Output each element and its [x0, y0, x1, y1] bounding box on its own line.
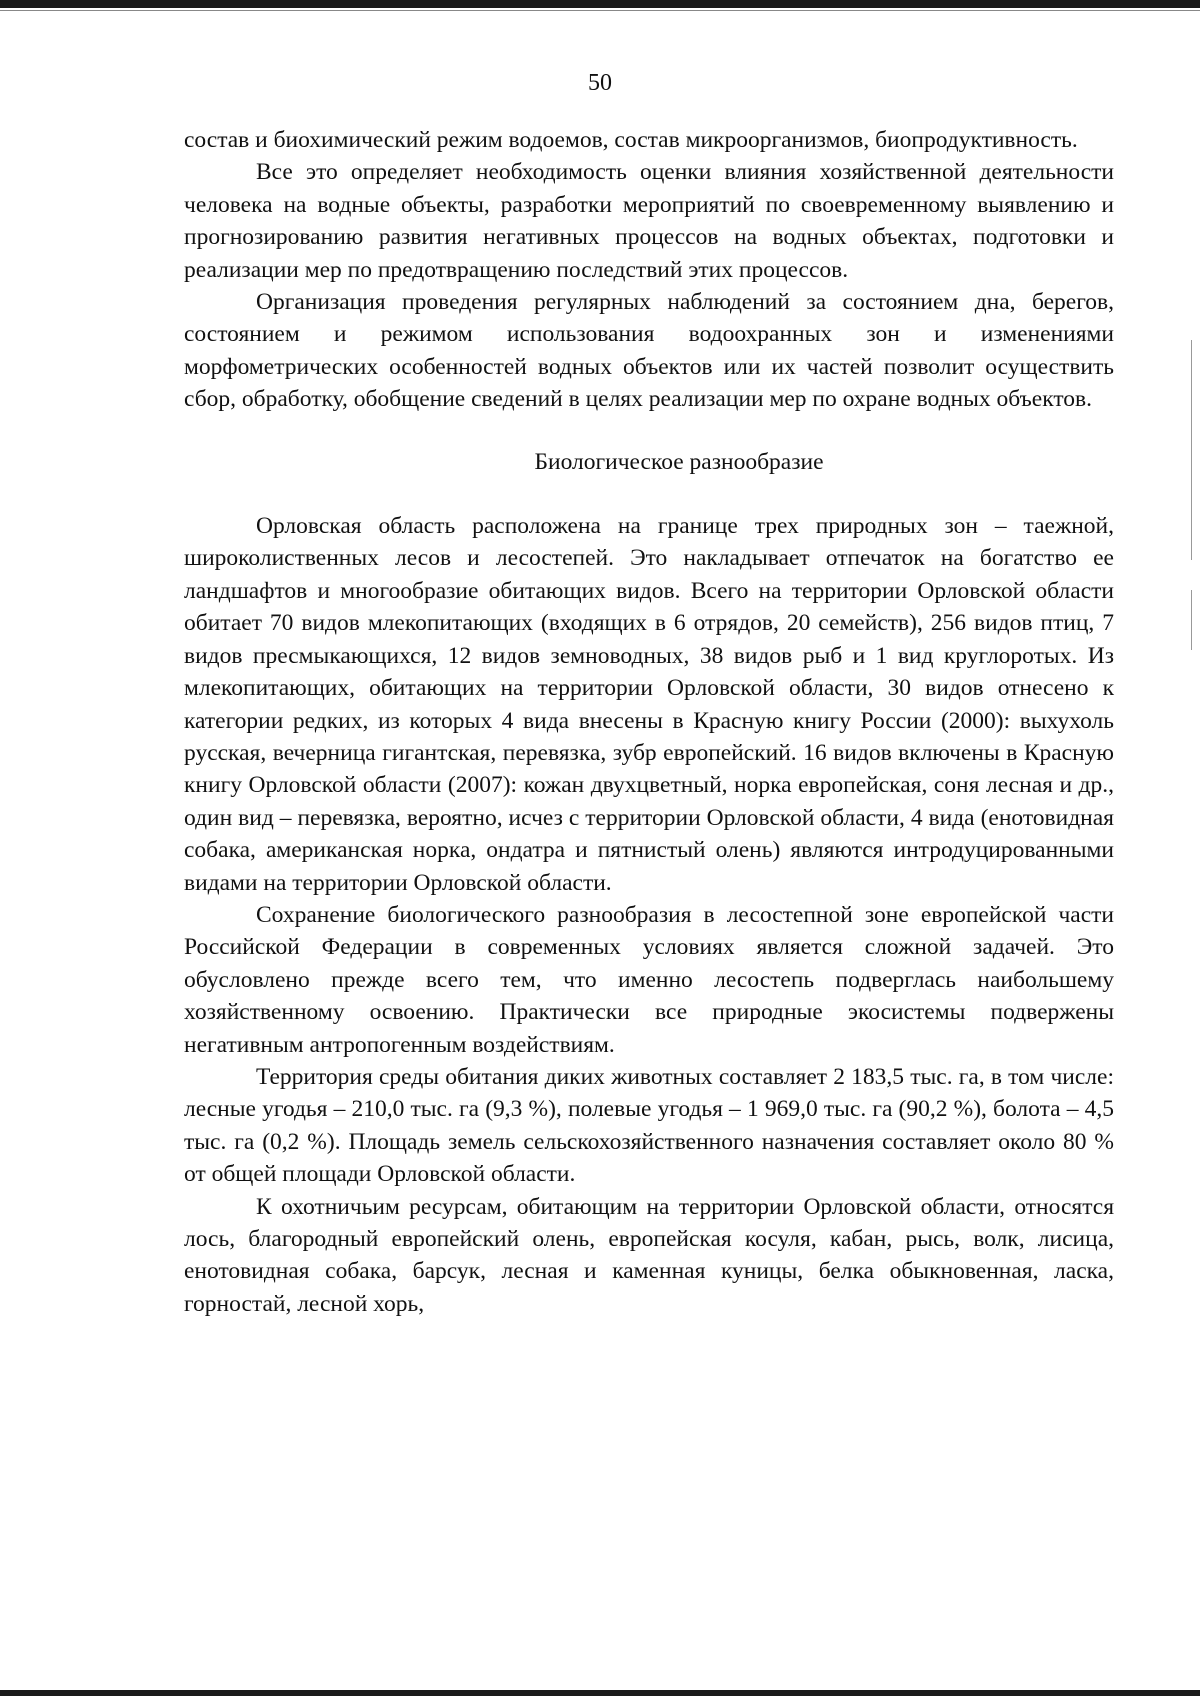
paragraph-monitoring: Организация проведения регулярных наблюдений за состоянием дна, берегов, состоянием и режимом использования водоохранных зон и изменениями морфометрических особенностей водных объектов или их частей позволит осуществить сбор, обработку, обобщение сведений в целях реализации мер по охране водных объектов.: [184, 289, 1114, 413]
top-border-rule: [0, 0, 1200, 8]
paragraph-impact-assessment: Все это определяет необходимость оценки влияния хозяйственной деятельности человека на водные объекты, разработки мероприятий по своевременному выявлению и прогнозированию развития негативных процессов на водных объектах, подготовки и реализации мер по предотвращению последствий этих процессов.: [184, 159, 1114, 283]
scan-edge-mark: [1191, 340, 1192, 560]
bottom-border-rule: [0, 1690, 1200, 1696]
paragraph-region-species: Орловская область расположена на границе трех природных зон – таежной, широколиственных лесов и лесостепей. Это накладывает отпечаток на богатство ее ландшафтов и многообразие обитающих видов. Всего на территории Орловской области обитает 70 видов млекопитающих (входящих в 6 отрядов, 20 семейств), 256 видов птиц, 7 видов пресмыкающихся, 12 видов земноводных, 38 видов рыб и 1 вид круглоротых. Из млекопитающих, обитающих на территории Орловской области, 30 видов отнесено к категории редких, из которых 4 вида внесены в Красную книгу России (2000): выхухоль русская, вечерница гигантская, перевязка, зубр европейский. 16 видов включены в Красную книгу Орловской области (2007): кожан двухцветный, норка европейская, соня лесная и др., один вид – перевязка, вероятно, исчез с территории Орловской области, 4 вида (енотовидная собака, американская норка, ондатра и пятнистый олень) являются интродуцированными видами на территории Орловской области.: [184, 513, 1114, 896]
page-body: [184, 124, 1114, 1320]
paragraph-continuation: состав и биохимический режим водоемов, состав микроорганизмов, биопродуктивность.: [184, 127, 1078, 153]
page-number: 50: [588, 70, 612, 96]
paragraph-habitat-territory: Территория среды обитания диких животных составляет 2 183,5 тыс. га, в том числе: лесные угодья – 210,0 тыс. га (9,3 %), полевые угодья – 1 969,0 тыс. га (90,2 %), болота – 4,5 тыс. га (0,2 %). Площадь земель сельскохозяйственного назначения составляет около 80 % от общей площади Орловской области.: [184, 1063, 1114, 1188]
top-border-thin-rule: [0, 10, 1200, 11]
paragraph-biodiversity-conservation: Сохранение биологического разнообразия в лесостепной зоне европейской части Российской Федерации в современных условиях является сложной задачей. Это обусловлено прежде всего тем, что именно лесостепь подверглась наибольшему хозяйственному освоению. Практически все природные экосистемы подвержены негативным антропогенным воздействиям.: [184, 901, 1114, 1058]
scan-edge-mark: [1191, 590, 1192, 650]
section-heading: Биологическое разнообразие: [534, 448, 824, 475]
paragraph-hunting-resources: К охотничьим ресурсам, обитающим на территории Орловской области, относятся лось, благородный европейский олень, европейская косуля, кабан, рысь, волк, лисица, енотовидная собака, барсук, лесная и каменная куницы, белка обыкновенная, ласка, горностай, лесной хорь,: [184, 1193, 1114, 1317]
